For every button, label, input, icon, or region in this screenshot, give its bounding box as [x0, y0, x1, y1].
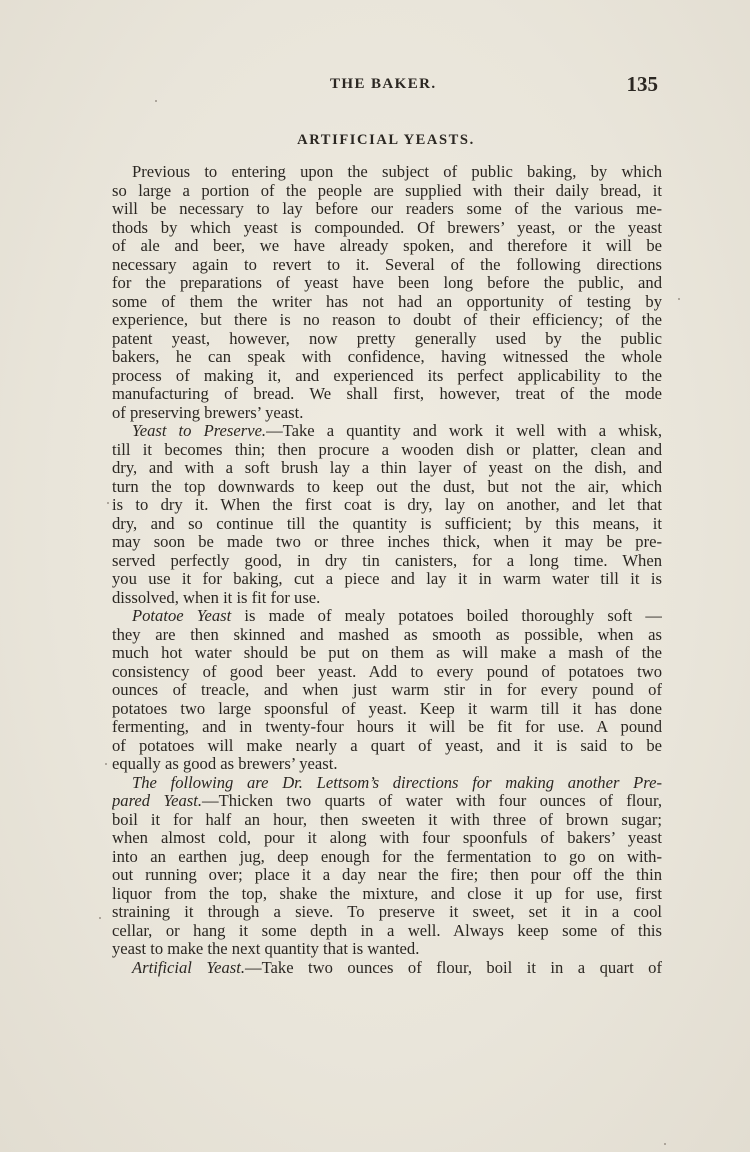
text-run: is made of mealy potatoes boiled thoroughly soft —	[231, 607, 662, 625]
text-run: served perfectly good, in dry tin canisters, for a long time. When	[112, 551, 662, 570]
italic-run: pared Yeast.	[112, 792, 203, 810]
text-run: till it becomes thin; then procure a wooden dish or platter, clean and	[112, 440, 662, 459]
text-line	[112, 385, 662, 404]
text-line	[112, 903, 662, 922]
text-run: —Take a quantity and work it well with a whisk,	[266, 422, 662, 440]
italic-run: Yeast to Preserve.	[132, 422, 267, 440]
text-line	[112, 182, 662, 201]
text-run: dissolved, when it is fit for use.	[112, 588, 321, 607]
text-line	[112, 348, 662, 367]
text-run: so large a portion of the people are supplied with their daily bread, it	[112, 181, 662, 200]
text-line	[112, 663, 662, 682]
text-run: process of making it, and experienced its perfect applicability to the	[112, 366, 662, 385]
text-run: of ale and beer, we have already spoken, and therefore it will be	[112, 237, 662, 255]
text-line	[112, 367, 662, 386]
text-line	[112, 219, 662, 238]
text-run: much hot water should be put on them as will make a mash of the	[112, 644, 662, 662]
text-line	[112, 885, 662, 904]
text-line	[112, 274, 662, 293]
text-line	[112, 496, 662, 515]
text-run: of preserving brewers’ yeast.	[112, 403, 304, 422]
text-line	[112, 959, 662, 978]
text-line	[112, 940, 662, 959]
text-line	[112, 848, 662, 867]
text-line	[112, 626, 662, 645]
paper-speck	[678, 298, 680, 300]
text-run: potatoes two large spoonsful of yeast. Keep it warm till it has done	[112, 699, 662, 718]
text-run: equally as good as brewers’ yeast.	[112, 755, 338, 773]
text-line	[112, 237, 662, 256]
text-line	[112, 829, 662, 848]
text-line	[112, 256, 662, 275]
text-line	[112, 533, 662, 552]
text-run: manufacturing of bread. We shall first, however, treat of the mode	[112, 385, 662, 403]
text-run: ounces of treacle, and when just warm stir in for every pound of	[112, 681, 662, 699]
paper-speck	[99, 917, 101, 919]
text-run: dry, and so continue till the quantity is sufficient; by this means, it	[112, 514, 662, 533]
paper-speck	[105, 763, 107, 765]
body-text	[112, 163, 662, 977]
text-line	[112, 681, 662, 700]
text-line	[112, 700, 662, 719]
text-run: —Thicken two quarts of water with four ounces of flour,	[202, 792, 662, 810]
text-run: turn the top downwards to keep out the dust, but not the air, which	[112, 477, 662, 496]
italic-run: Artificial Yeast.	[132, 958, 245, 977]
text-run: thods by which yeast is compounded. Of brewers’ yeast, or the yeast	[112, 218, 662, 237]
text-line	[112, 644, 662, 663]
text-run: bakers, he can speak with confidence, having witnessed the whole	[112, 348, 662, 366]
text-line	[112, 774, 662, 793]
section-heading: ARTIFICIAL YEASTS.	[297, 132, 475, 148]
text-run: cellar, or hang it some depth in a well. Always keep some of this	[112, 921, 662, 940]
text-run: may soon be made two or three inches thick, when it may be pre-	[112, 533, 662, 551]
italic-run: Potatoe Yeast	[132, 607, 232, 625]
text-run: Previous to entering upon the subject of public baking, by which	[132, 163, 662, 181]
paper-speck	[664, 1143, 666, 1145]
text-run: dry, and with a soft brush lay a thin layer of yeast on the dish, and	[112, 459, 662, 477]
text-line	[112, 866, 662, 885]
text-run: —Take two ounces of flour, boil it in a quart of	[244, 958, 662, 977]
text-run: yeast to make the next quantity that is wanted.	[112, 940, 420, 958]
text-run: for the preparations of yeast have been long before the public, and	[112, 274, 662, 292]
text-run: when almost cold, pour it along with four spoonfuls of bakers’ yeast	[112, 829, 662, 847]
text-line	[112, 737, 662, 756]
text-line	[112, 718, 662, 737]
text-line	[112, 293, 662, 312]
text-line	[112, 163, 662, 182]
text-run: fermenting, and in twenty-four hours it will be fit for use. A pound	[112, 718, 662, 736]
text-run: straining it through a sieve. To preserve it sweet, set it in a cool	[112, 903, 662, 921]
text-line	[112, 922, 662, 941]
text-line	[112, 422, 662, 441]
text-run: they are then skinned and mashed as smooth as possible, when as	[112, 625, 662, 644]
text-run: experience, but there is no reason to doubt of their efficiency; of the	[112, 311, 662, 329]
text-run: patent yeast, however, now pretty generally used by the public	[112, 329, 662, 348]
text-line	[112, 811, 662, 830]
text-run: out running over; place it a day near the fire; then pour off the thin	[112, 866, 662, 884]
text-run: necessary again to revert to it. Several of the following directions	[112, 255, 662, 274]
text-line	[112, 478, 662, 497]
text-line	[112, 589, 662, 608]
paper-speck	[107, 502, 109, 504]
text-line	[112, 515, 662, 534]
text-run: some of them the writer has not had an opportunity of testing by	[112, 292, 662, 311]
text-line	[112, 404, 662, 423]
text-run: of potatoes will make nearly a quart of yeast, and it is said to be	[112, 736, 662, 755]
text-line	[112, 200, 662, 219]
running-title: THE BAKER.	[330, 76, 437, 92]
text-run: liquor from the top, shake the mixture, and close it up for use, first	[112, 884, 662, 903]
text-run: will be necessary to lay before our readers some of the various me-	[112, 200, 662, 218]
text-run: is to dry it. When the first coat is dry, lay on another, and let that	[112, 496, 662, 514]
text-run: into an earthen jug, deep enough for the fermentation to go on with-	[112, 847, 662, 866]
text-run: you use it for baking, cut a piece and lay it in warm water till it is	[112, 570, 662, 588]
running-head	[112, 74, 660, 98]
text-run: consistency of good beer yeast. Add to every pound of potatoes two	[112, 662, 662, 681]
text-line	[112, 441, 662, 460]
text-line	[112, 570, 662, 589]
text-line	[112, 755, 662, 774]
text-line	[112, 792, 662, 811]
text-line	[112, 459, 662, 478]
text-line	[112, 330, 662, 349]
italic-run: The following are Dr. Lettsom’s directions for making another Pre-	[132, 773, 662, 792]
paper-speck	[155, 100, 157, 102]
text-line	[112, 607, 662, 626]
text-run: boil it for half an hour, then sweeten it with three of brown sugar;	[112, 810, 662, 829]
text-line	[112, 552, 662, 571]
page-number: 135	[626, 72, 658, 96]
text-line	[112, 311, 662, 330]
